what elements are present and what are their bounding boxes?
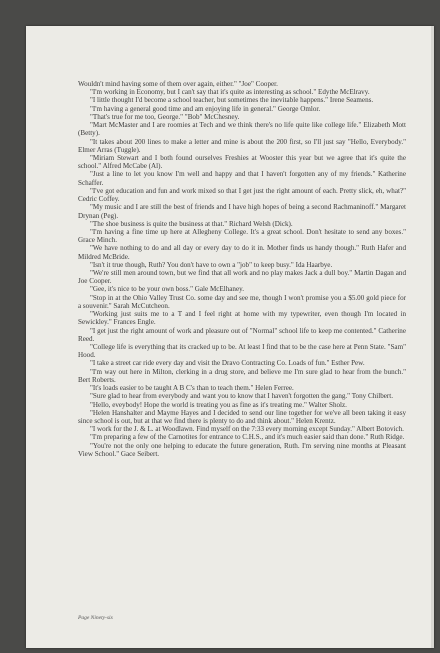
paragraph: "I'm working in Economy, but I can't say that it's quite as interesting as school." Edythe McElravy.	[90, 88, 370, 97]
paragraph: "Sure glad to hear from everybody and want you to know that I haven't forgotten the gang." Tony Chilbert.	[90, 392, 393, 401]
paragraph: "My music and I are still the best of friends and I have high hopes of being a second Rachmaninoff." Margaret Drynan (Peg).	[78, 203, 406, 220]
book-page	[26, 26, 434, 648]
paragraph: "Isn't it true though, Ruth? You don't have to own a "job" to keep busy." Ida Haarbye.	[90, 260, 333, 269]
paragraph: "Just a line to let you know I'm well and happy and that I haven't forgotten any of my friends." Katherine Schaffer.	[78, 170, 406, 187]
paragraph: "Working just suits me to a T and I feel right at home with my typewriter, even though I'm located in Sewickley." Frances Engle.	[78, 310, 406, 327]
paragraph: "I get just the right amount of work and pleasure out of "Normal" school life to keep me contented." Catherine Reed.	[78, 326, 406, 343]
paragraph: "I'm having a general good time and am enjoying life in general." George Omlor.	[90, 104, 321, 113]
page-edge	[431, 26, 434, 648]
paragraph: "I'm way out here in Milton, clerking in a drug store, and believe me I'm sure glad to hear from the bunch." Bert Roberts.	[78, 367, 406, 384]
paragraph: "It's loads easier to be taught A B C's than to teach them." Helen Ferree.	[90, 384, 294, 393]
paragraph: "I take a street car ride every day and visit the Dravo Contracting Co. Loads of fun." Esther Pew.	[90, 359, 365, 368]
paragraph: "College life is everything that its cracked up to be. At least I find that to be the case here at Penn State. "Sam" Hood.	[78, 343, 406, 360]
paragraph: "We're still men around town, but we find that all work and no play makes Jack a dull boy." Martin Dagan and Joe Cooper.	[78, 269, 406, 286]
paragraph: "That's true for me too, George." "Bob" McChesney.	[90, 112, 240, 121]
paragraph: "I've got education and fun and work mixed so that I get just the right amount of each. Pretty slick, eh, what?" Cedric Coffey.	[78, 186, 406, 204]
paragraph: "I little thought I'd become a school teacher, but sometimes the inevitable happens." Irene Seamens.	[90, 96, 374, 105]
paragraph: "Miriam Stewart and I both found ourselves Freshies at Wooster this year but we agree that it's quite the school." Alfred McCabe (Al).	[78, 153, 406, 171]
page-number: Page Ninety-six	[78, 615, 113, 621]
page-text	[78, 80, 406, 458]
paragraph: "Mart McMaster and I are roomies at Tech and we think there's no life quite like college life." Elizabeth Mott (Betty).	[78, 121, 406, 138]
paragraph: "We have nothing to do and all day or every day to do it in. Mother finds us handy though." Ruth Hafer and Mildred McBride.	[78, 244, 406, 261]
paragraph: "I'm preparing a few of the Carnotites for entrance to C.H.S., and it's much easier said than done." Ruth Ridge.	[90, 433, 405, 442]
paragraph: "Gee, it's nice to be your own boss." Gale McElhaney.	[90, 285, 244, 294]
paragraph: "Helen Hanshalter and Mayme Hayes and I decided to send our line together for we've all been taking it easy since school is out, but at that we find there is plenty to do and think about." Helen Krentz.	[78, 408, 406, 425]
paragraph: "It takes about 200 lines to make a letter and mine is about the 200 first, so I'll just say "Hello, Everybody." Elmer Arras (Tuggle).	[78, 137, 406, 154]
paragraph: "I work for the J. & L. at Woodlawn. Find myself on the 7:33 every morning except Sunday." Albert Botovich.	[90, 425, 404, 434]
paragraph: "You're not the only one helping to educate the future generation, Ruth. I'm serving nine months at Pleasant View School." Gace Seibert.	[78, 441, 406, 458]
paragraph: "The shoe business is quite the business at that." Richard Welsh (Dick).	[90, 219, 293, 228]
paragraph: "Hello, eveybody! Hope the world is treating you as fine as it's treating me." Walter Sholz.	[90, 400, 347, 409]
paragraph: "I'm having a fine time up here at Allegheny College. It's a great school. Don't hesitate to send any boxes." Grace Minch.	[78, 227, 406, 245]
paragraph: Wouldn't mind having some of them over again, either." "Joe" Cooper.	[78, 80, 278, 88]
paragraph: "Stop in at the Ohio Valley Trust Co. some day and see me, though I won't promise you a $5.00 gold piece for a souvenir." Sarah McCutcheon.	[78, 293, 406, 310]
